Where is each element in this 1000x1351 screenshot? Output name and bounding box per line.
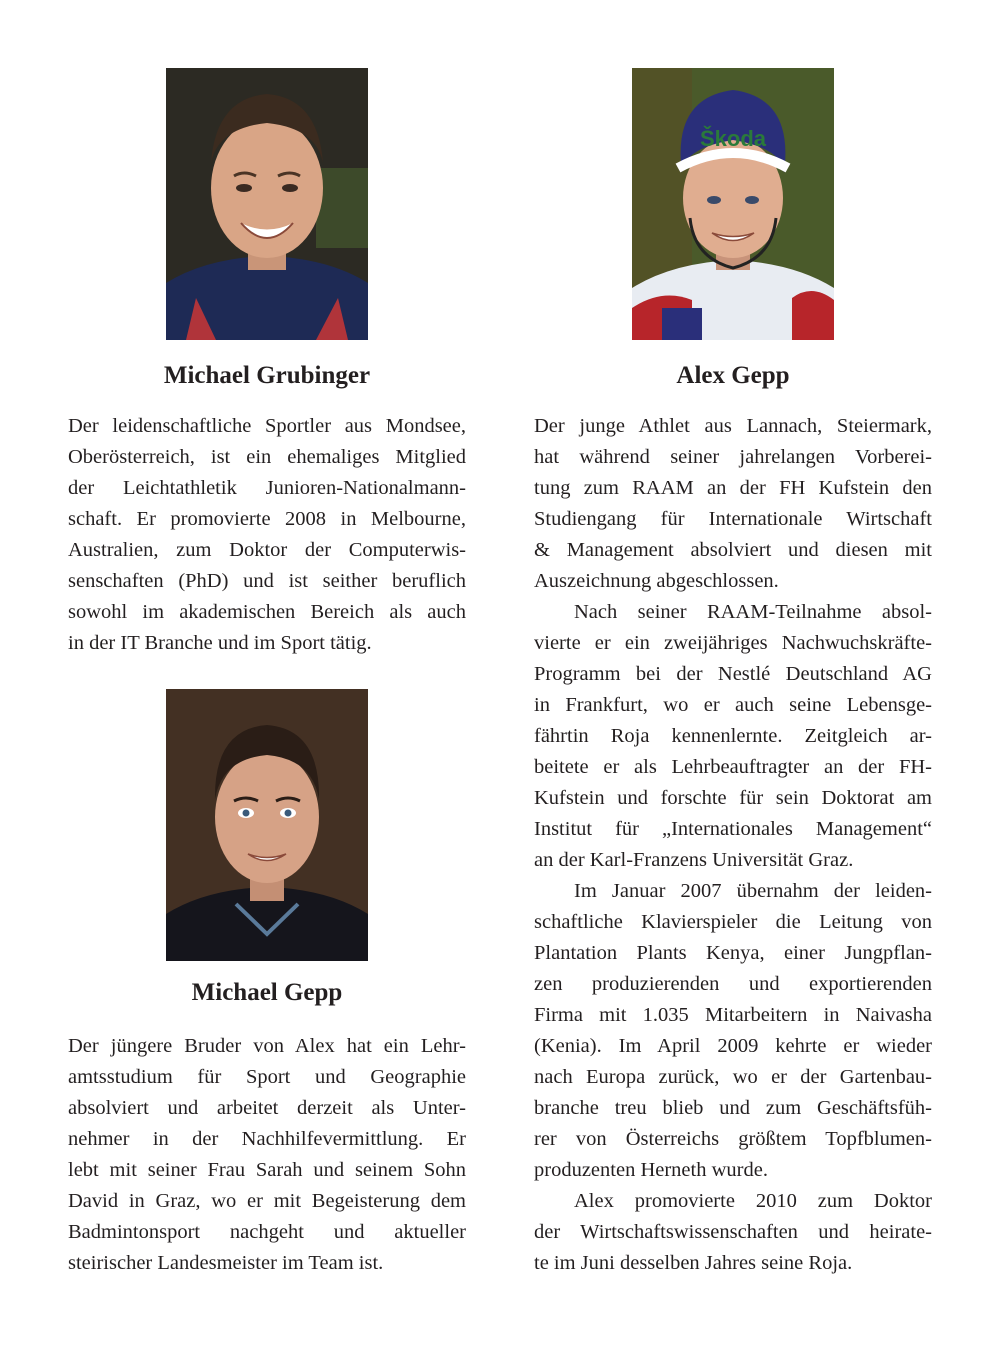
bio-line: Alex promovierte 2010 zum Doktor	[574, 1190, 932, 1212]
bio-line: zen produzierenden und exportierenden	[534, 973, 932, 995]
bio-line: vierte er ein zweijähriges Nachwuchskräfte-	[534, 632, 932, 654]
bio-paragraph	[534, 411, 932, 597]
bio-line: Firma mit 1.035 Mitarbeitern in Naivasha	[534, 1004, 932, 1026]
bio-line: produzenten Herneth wurde.	[534, 1159, 768, 1181]
bio-line: schaftliche Klavierspieler die Leitung von	[534, 911, 932, 933]
bio-line: Studiengang für Internationale Wirtschaft	[534, 508, 932, 530]
bio-line: Plantation Plants Kenya, einer Jungpflan-	[534, 942, 932, 964]
bio-line: senschaften (PhD) und ist seither beruflich	[68, 570, 466, 592]
name-alex-gepp: Alex Gepp	[676, 362, 790, 389]
bio-line: amtsstudium für Sport und Geographie	[68, 1066, 466, 1088]
bio-line: Institut für „Internationales Management“	[534, 818, 932, 840]
bio-line: Der junge Athlet aus Lannach, Steiermark,	[534, 415, 932, 437]
bio-line: schaft. Er promovierte 2008 in Melbourne,	[68, 508, 466, 530]
bio-line: nach Europa zurück, wo er der Gartenbau-	[534, 1066, 932, 1088]
name-michael-gepp: Michael Gepp	[191, 979, 343, 1006]
bio-line: fährtin Roja kennenlernte. Zeitgleich ar-	[534, 725, 932, 747]
bio-line: an der Karl-Franzens Universität Graz.	[534, 849, 854, 871]
portrait-michael-grubinger	[166, 68, 368, 340]
bio-line: Im Januar 2007 übernahm der leiden-	[574, 880, 932, 902]
bio-michael-grubinger	[68, 411, 466, 659]
bio-line: steirischer Landesmeister im Team ist.	[68, 1252, 384, 1274]
bio-line: Nach seiner RAAM-Teilnahme absol-	[574, 601, 932, 623]
portrait-photo-icon	[166, 68, 368, 340]
bio-line: tung zum RAAM an der FH Kufstein den	[534, 477, 932, 499]
bio-alex-gepp	[534, 411, 932, 1279]
bio-line: Programm bei der Nestlé Deutschland AG	[534, 663, 932, 685]
bio-line: Oberösterreich, ist ein ehemaliges Mitglied	[68, 446, 466, 468]
bio-line: & Management absolviert und diesen mit	[534, 539, 932, 561]
bio-line: hat während seiner jahrelangen Vorberei-	[534, 446, 932, 468]
bio-paragraph	[534, 876, 932, 1186]
bio-line: beitete er als Lehrbeauftragter an der FH-	[534, 756, 932, 778]
bio-line: in Frankfurt, wo er auch seine Lebensge-	[534, 694, 932, 716]
name-michael-grubinger: Michael Grubinger	[163, 362, 371, 389]
bio-paragraph	[534, 597, 932, 876]
bio-line: lebt mit seiner Frau Sarah und seinem Sohn	[68, 1159, 466, 1181]
bio-line: (Kenia). Im April 2009 kehrte er wieder	[534, 1035, 932, 1057]
bio-line: Der leidenschaftliche Sportler aus Mondsee,	[68, 415, 466, 437]
bio-line: in der IT Branche und im Sport tätig.	[68, 632, 372, 654]
portrait-alex-gepp	[632, 68, 834, 340]
bio-line: absolviert und arbeitet derzeit als Unter-	[68, 1097, 466, 1119]
portrait-photo-cyclist-helmet-icon	[632, 68, 834, 340]
bio-line: nehmer in der Nachhilfevermittlung. Er	[68, 1128, 466, 1150]
bio-line: Australien, zum Doktor der Computerwis-	[68, 539, 466, 561]
bio-michael-gepp	[68, 1031, 466, 1279]
bio-line: Badmintonsport nachgeht und aktueller	[68, 1221, 466, 1243]
bio-line: der Wirtschaftswissenschaften und heirate-	[534, 1221, 932, 1243]
bio-line: Der jüngere Bruder von Alex hat ein Lehr-	[68, 1035, 466, 1057]
bio-line: sowohl im akademischen Bereich als auch	[68, 601, 466, 623]
bio-paragraph	[534, 1186, 932, 1279]
helmet-logo-text: Škoda	[699, 126, 767, 151]
portrait-michael-gepp	[166, 689, 368, 961]
bio-line: rer von Österreichs größtem Topfblumen-	[534, 1128, 932, 1150]
bio-line: Auszeichnung abgeschlossen.	[534, 570, 779, 592]
bio-line: Kufstein und forschte für sein Doktorat am	[534, 787, 932, 809]
portrait-photo-icon	[166, 689, 368, 961]
bio-line: branche treu blieb und zum Geschäftsfüh-	[534, 1097, 932, 1119]
bio-line: der Leichtathletik Junioren-Nationalmann-	[68, 477, 466, 499]
bio-line: David in Graz, wo er mit Begeisterung dem	[68, 1190, 466, 1212]
bio-line: te im Juni desselben Jahres seine Roja.	[534, 1252, 853, 1274]
